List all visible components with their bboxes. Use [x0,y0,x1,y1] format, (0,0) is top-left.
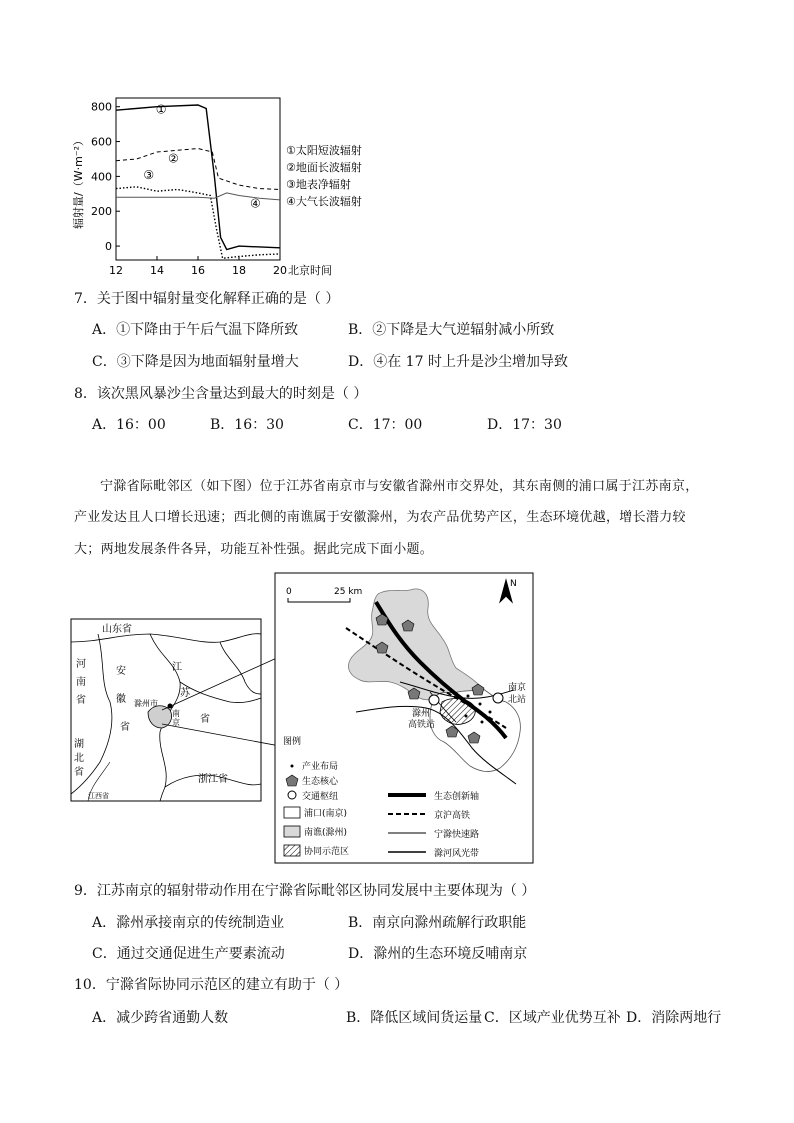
label-hubei: 湖北省 [74,739,84,778]
q9-option-a[interactable]: A．滁州承接南京的传统制造业 [92,915,285,931]
q8-option-c[interactable]: C．17：00 [348,417,423,433]
label-nanjing: 南京 [172,709,180,727]
q9-stem: 9．江苏南京的辐射带动作用在宁滁省际毗邻区协同发展中主要体现为（ ） [74,883,536,899]
x-tick-label: 14 [150,264,164,277]
legend-industry: 产业布局 [302,762,339,772]
q8-option-d[interactable]: D．17：30 [487,417,562,433]
series-marker-4: ④ [250,196,261,211]
label-anhui: 安徽省 [116,666,130,733]
label-jiangxi: 江西省 [88,792,109,800]
q9-option-b[interactable]: B．南京向滁州疏解行政职能 [348,915,527,931]
scale-distance: 25 km [334,587,363,597]
y-tick-label: 400 [91,170,112,184]
q10-option-b[interactable]: B．降低区域间货运量 [346,1010,483,1026]
q10-option-d[interactable]: D．消除两地行 [626,1010,722,1026]
y-axis-label: 辐射量/（W·m⁻²） [72,134,85,230]
legend-entry-3: ③地表净辐射 [286,178,351,191]
legend-entry-2: ②地面长波辐射 [286,161,362,174]
series-line-1 [116,102,280,250]
q10-option-a[interactable]: A．减少跨省通勤人数 [92,1010,229,1026]
label-jiangsu: 江苏省 [172,662,210,725]
nanjing-station-label: 南京北站 [508,683,527,705]
q9-option-d[interactable]: D．滁州的生态环境反哺南京 [348,946,528,962]
q7-option-a[interactable]: A．①下降由于午后气温下降所致 [92,322,299,338]
series-line-2 [116,149,280,190]
passage-line-3: 大；两地发展条件各异，功能互补性强。据此完成下面小题。 [74,542,434,557]
detail-map [275,573,533,863]
chuzhou-station-label: 滁州高铁站 [408,709,436,730]
x-tick-label: 18 [232,264,246,277]
y-tick-label: 600 [91,135,112,149]
passage-line-1: 宁滁省际毗邻区（如下图）位于江苏省南京市与安徽省滁州市交界处，其东南侧的浦口属于江苏南京， [100,479,699,494]
legend-expressway: 宁滁快速路 [434,830,480,840]
q10-stem: 10．宁滁省际协同示范区的建立有助于（ ） [74,977,349,993]
x-tick-label: 12 [109,264,123,277]
q9-option-c[interactable]: C．通过交通促进生产要素流动 [92,946,285,962]
north-label: N [510,579,517,589]
legend-entry-1: ①太阳短波辐射 [286,144,362,157]
scale-zero: 0 [286,587,292,597]
y-tick-label: 800 [91,100,112,114]
q8-option-b[interactable]: B．16：30 [210,417,284,433]
q7-option-c[interactable]: C．③下降是因为地面辐射量增大 [92,354,299,370]
x-axis-label: 北京时间 [288,264,332,277]
y-tick-label: 0 [105,240,112,254]
overview-map [71,619,261,801]
label-henan: 河南省 [76,659,86,706]
legend-pukou: 浦口(南京) [304,809,348,819]
label-shandong: 山东省 [102,624,132,635]
legend-title: 图例 [283,737,302,747]
legend-demo: 协同示范区 [304,847,350,857]
series-marker-1: ① [155,102,167,117]
label-zhejiang: 浙江省 [198,774,228,785]
x-tick-label: 20 [273,264,287,277]
legend-eco-axis: 生态创新轴 [434,792,480,802]
legend-hub-icon [288,791,296,799]
q7-stem: 7．关于图中辐射量变化解释正确的是（ ） [74,291,340,307]
label-chuzhou: 滁州市 [134,699,158,708]
series-marker-2: ② [168,151,179,166]
q8-stem: 8．该次黑风暴沙尘含量达到最大的时刻是（ ） [74,386,368,402]
q8-option-a[interactable]: A．16：00 [92,417,166,433]
chuzhou-hub-icon [429,695,439,705]
y-tick-label: 200 [91,205,112,219]
legend-hub: 交通枢纽 [302,792,339,802]
region-map-figure [70,572,536,866]
nanjing-hub-icon [493,693,503,703]
q7-option-b[interactable]: B．②下降是大气逆辐射减小所致 [348,322,555,338]
legend-nanqiao: 南谯(滁州) [304,828,348,838]
series-marker-3: ③ [143,168,155,182]
legend-entry-4: ④大气长波辐射 [286,195,362,208]
legend-river: 滁河风光带 [434,849,480,859]
legend-eco-core: 生态核心 [302,777,339,787]
passage-line-2: 产业发达且人口增长迅速；西北侧的南谯属于安徽滁州，为农产品优势产区，生态环境优越，增长潜力较 [74,510,686,525]
radiation-chart [70,92,390,282]
plot-frame [116,98,280,260]
legend-rail: 京沪高铁 [434,811,471,821]
q10-option-c[interactable]: C．区域产业优势互补 [484,1010,621,1026]
x-tick-label: 16 [191,264,205,277]
q7-option-d[interactable]: D．④在 17 时上升是沙尘增加导致 [348,354,568,370]
